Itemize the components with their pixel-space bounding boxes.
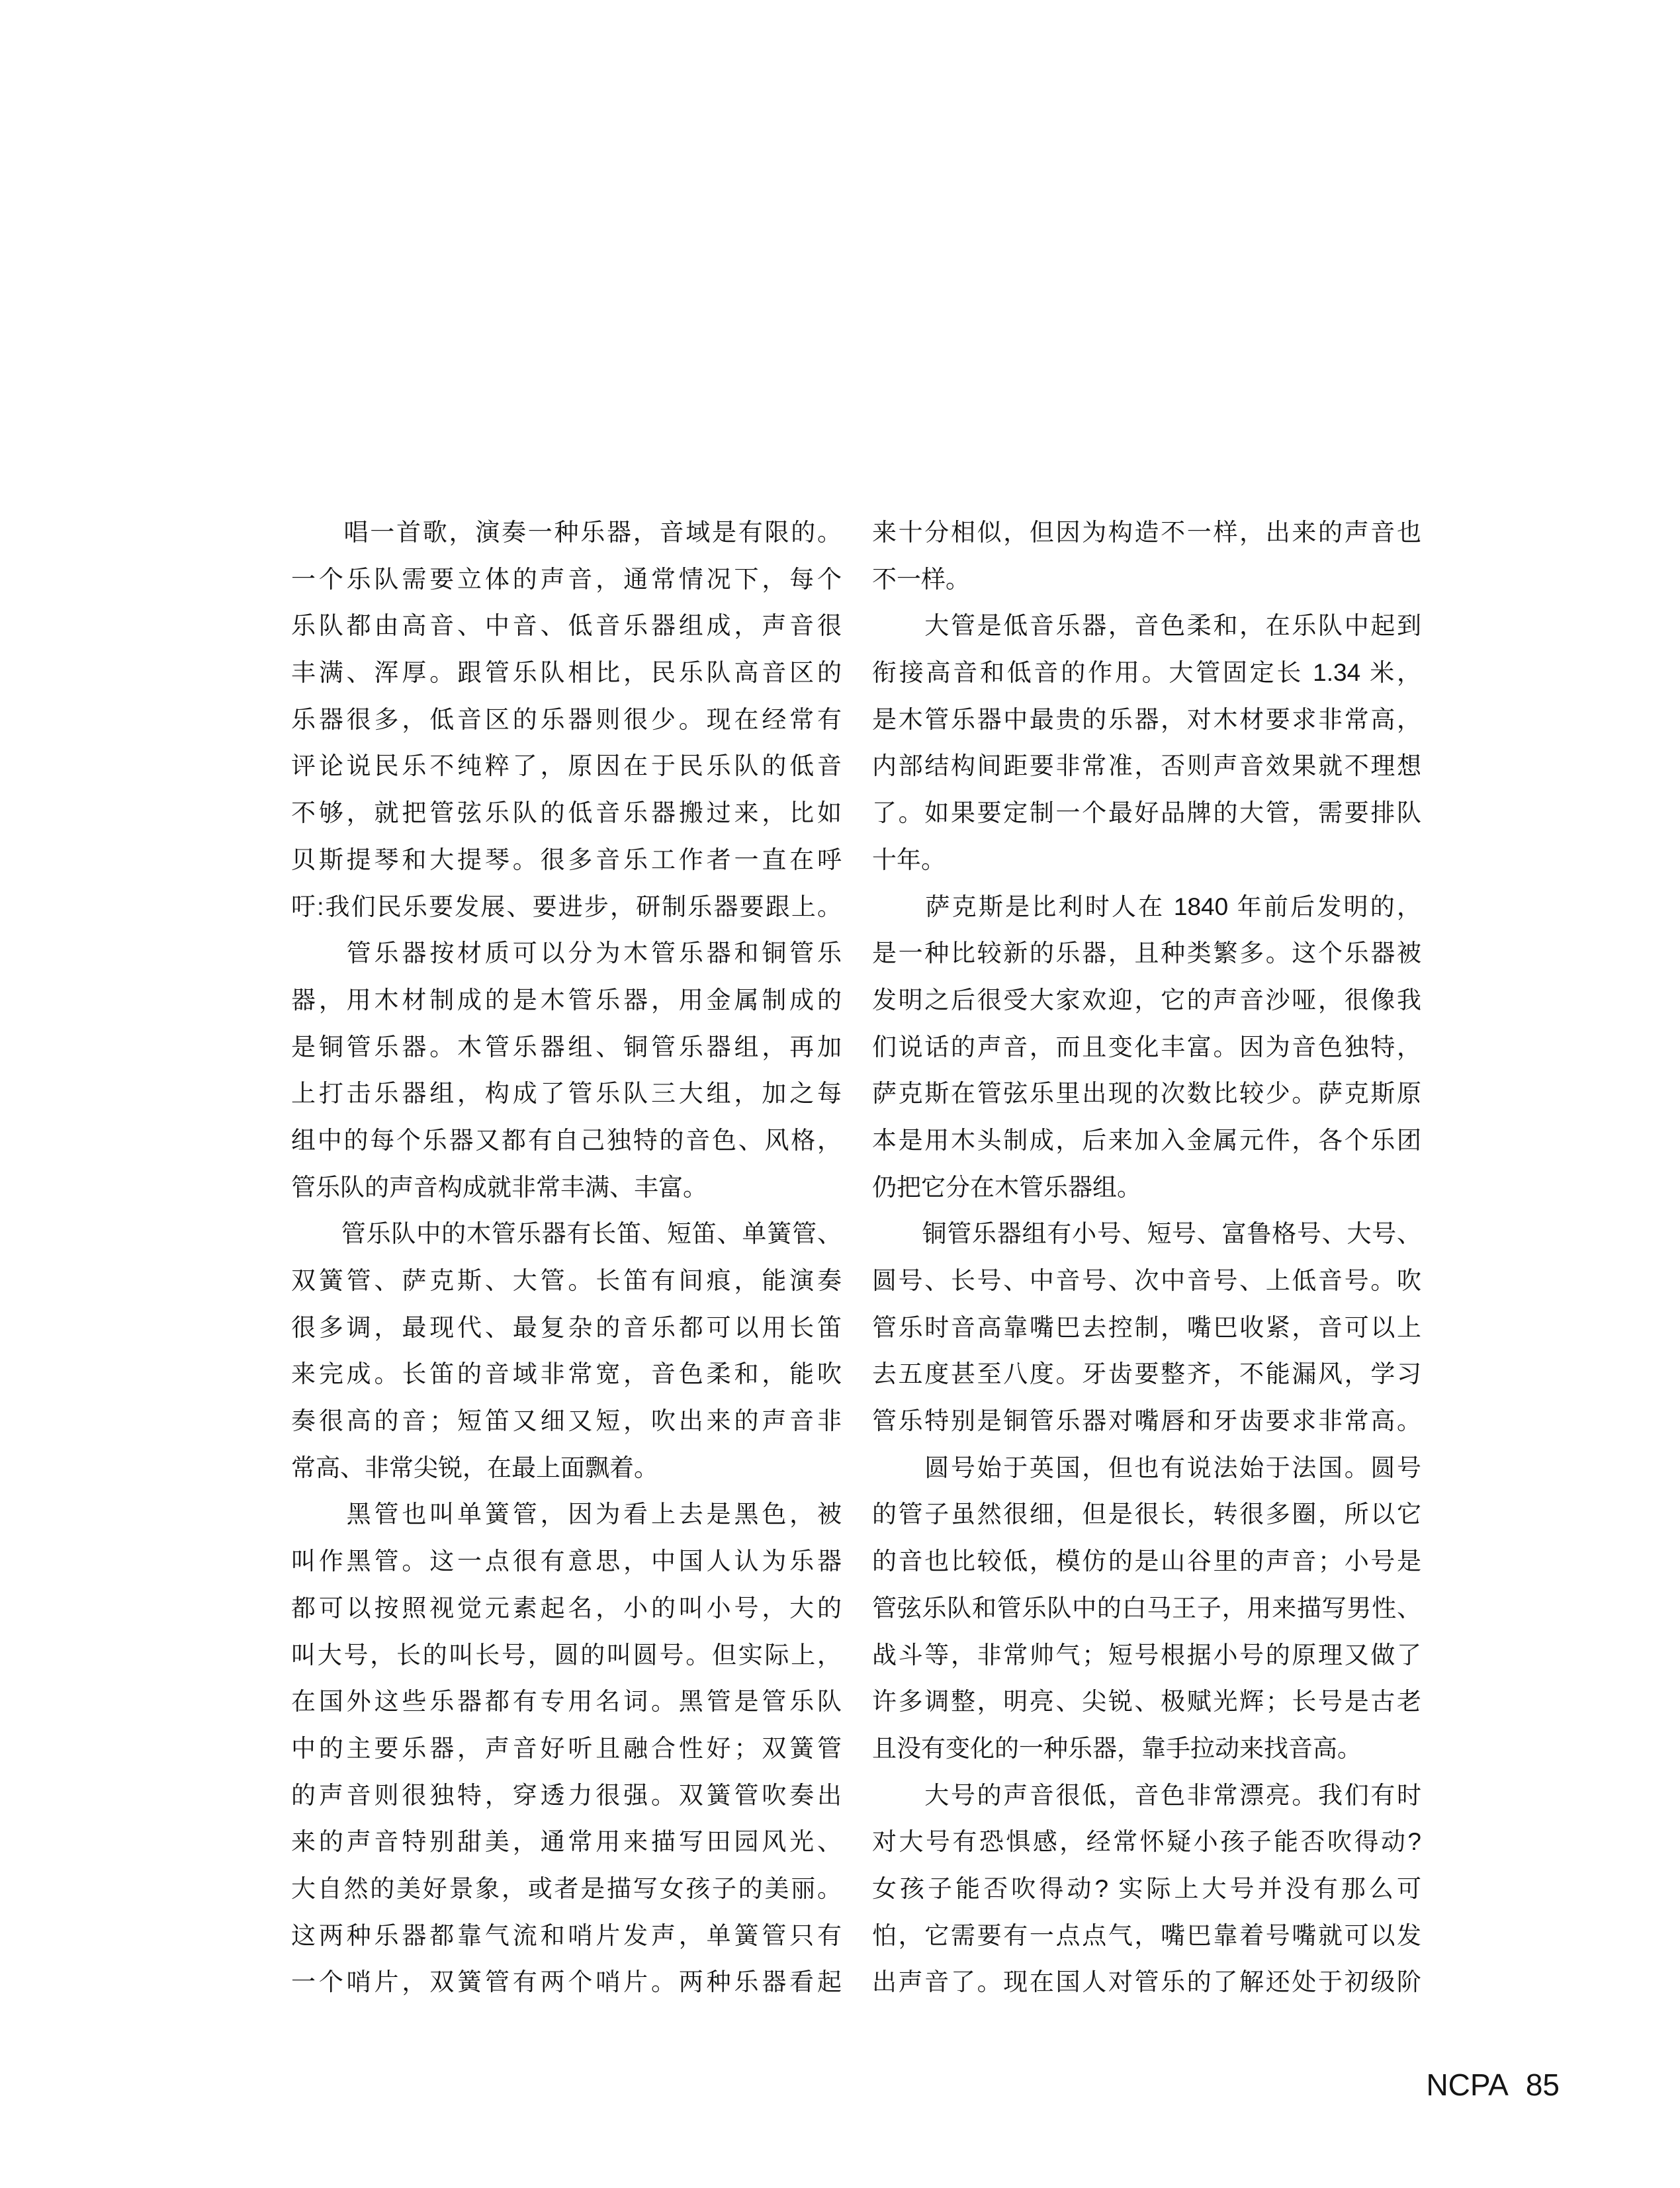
text-line: 这两种乐器都靠气流和哨片发声，单簧管只有 xyxy=(291,1921,842,1949)
text-line: 叫大号，长的叫长号，圆的叫圆号。但实际上， xyxy=(291,1641,842,1669)
text-line: 战斗等，非常帅气；短号根据小号的原理又做了 xyxy=(872,1641,1421,1669)
text-line: 双簧管、萨克斯、大管。长笛有间痕，能演奏 xyxy=(291,1267,842,1294)
text-line: 唱一首歌，演奏一种乐器，音域是有限的。 xyxy=(291,519,842,546)
text-line: 仍把它分在木管乐器组。 xyxy=(872,1173,1141,1201)
text-line: 对大号有恐惧感，经常怀疑小孩子能否吹得动? xyxy=(872,1828,1421,1856)
text-line: 管乐器按材质可以分为木管乐器和铜管乐 xyxy=(291,940,842,967)
text-line: 圆号、长号、中音号、次中音号、上低音号。吹 xyxy=(872,1267,1421,1294)
text-line: 黑管也叫单簧管，因为看上去是黑色，被 xyxy=(291,1501,842,1528)
text-line: 本是用木头制成，后来加入金属元件，各个乐团 xyxy=(872,1126,1421,1154)
text-line: 许多调整，明亮、尖锐、极赋光辉；长号是古老 xyxy=(872,1688,1421,1716)
text-line: 一个乐队需要立体的声音，通常情况下，每个 xyxy=(291,565,842,593)
text-line: 乐队都由高音、中音、低音乐器组成，声音很 xyxy=(291,612,842,640)
text-line: 管乐队中的木管乐器有长笛、短笛、单簧管、 xyxy=(291,1220,842,1248)
right-text-column xyxy=(872,509,1421,2006)
text-line: 萨克斯在管弦乐里出现的次数比较少。萨克斯原 xyxy=(872,1080,1421,1108)
text-line: 吁:我们民乐要发展、要进步，研制乐器要跟上。 xyxy=(291,893,842,920)
text-line: 都可以按照视觉元素起名，小的叫小号，大的 xyxy=(291,1594,842,1622)
text-line: 是一种比较新的乐器，且种类繁多。这个乐器被 xyxy=(872,940,1421,967)
text-line: 发明之后很受大家欢迎，它的声音沙哑，很像我 xyxy=(872,986,1421,1014)
text-line: 女孩子能否吹得动? 实际上大号并没有那么可 xyxy=(872,1874,1421,1902)
text-line: 不够，就把管弦乐队的低音乐器搬过来，比如 xyxy=(291,799,842,827)
text-line: 萨克斯是比利时人在 1840 年前后发明的， xyxy=(872,893,1421,920)
text-line: 奏很高的音；短笛又细又短，吹出来的声音非 xyxy=(291,1407,842,1435)
text-line: 很多调，最现代、最复杂的音乐都可以用长笛 xyxy=(291,1313,842,1341)
text-line: 内部结构间距要非常准，否则声音效果就不理想 xyxy=(872,752,1421,780)
text-line: 怕，它需要有一点点气，嘴巴靠着号嘴就可以发 xyxy=(872,1921,1421,1949)
text-line: 铜管乐器组有小号、短号、富鲁格号、大号、 xyxy=(872,1220,1421,1248)
page-number: 85 xyxy=(1525,2068,1560,2102)
text-line: 中的主要乐器，声音好听且融合性好；双簧管 xyxy=(291,1734,842,1762)
text-line: 来十分相似，但因为构造不一样，出来的声音也 xyxy=(872,519,1421,546)
text-line: 大号的声音很低，音色非常漂亮。我们有时 xyxy=(872,1781,1421,1809)
text-line: 管乐队的声音构成就非常丰满、丰富。 xyxy=(291,1173,707,1201)
text-line: 的音也比较低，模仿的是山谷里的声音；小号是 xyxy=(872,1548,1421,1575)
text-line: 来的声音特别甜美，通常用来描写田园风光、 xyxy=(291,1828,842,1856)
text-line: 十年。 xyxy=(872,846,946,873)
page-footer xyxy=(1426,2067,1560,2103)
text-line: 且没有变化的一种乐器，靠手拉动来找音高。 xyxy=(872,1734,1362,1762)
text-line: 乐器很多，低音区的乐器则很少。现在经常有 xyxy=(291,705,842,733)
text-line: 在国外这些乐器都有专用名词。黑管是管乐队 xyxy=(291,1688,842,1716)
text-line: 出声音了。现在国人对管乐的了解还处于初级阶 xyxy=(872,1968,1421,1996)
text-line: 们说话的声音，而且变化丰富。因为音色独特， xyxy=(872,1033,1421,1061)
text-line: 评论说民乐不纯粹了，原因在于民乐队的低音 xyxy=(291,752,842,780)
text-line: 的声音则很独特，穿透力很强。双簧管吹奏出 xyxy=(291,1781,842,1809)
text-line: 的管子虽然很细，但是很长，转很多圈，所以它 xyxy=(872,1501,1421,1528)
text-line: 管乐时音高靠嘴巴去控制，嘴巴收紧，音可以上 xyxy=(872,1313,1421,1341)
text-line: 是木管乐器中最贵的乐器，对木材要求非常高， xyxy=(872,705,1421,733)
text-line: 了。如果要定制一个最好品牌的大管，需要排队 xyxy=(872,799,1421,827)
text-line: 不一样。 xyxy=(872,565,970,593)
text-line: 一个哨片，双簧管有两个哨片。两种乐器看起 xyxy=(291,1968,842,1996)
text-line: 衔接高音和低音的作用。大管固定长 1.34 米， xyxy=(872,659,1421,687)
text-line: 管乐特别是铜管乐器对嘴唇和牙齿要求非常高。 xyxy=(872,1407,1421,1435)
text-line: 器，用木材制成的是木管乐器，用金属制成的 xyxy=(291,986,842,1014)
left-text-column xyxy=(291,509,842,2006)
text-line: 叫作黑管。这一点很有意思，中国人认为乐器 xyxy=(291,1548,842,1575)
text-line: 丰满、浑厚。跟管乐队相比，民乐队高音区的 xyxy=(291,659,842,687)
text-line: 管弦乐队和管乐队中的白马王子，用来描写男性、 xyxy=(872,1594,1421,1622)
text-line: 去五度甚至八度。牙齿要整齐，不能漏风，学习 xyxy=(872,1360,1421,1388)
text-line: 组中的每个乐器又都有自己独特的音色、风格， xyxy=(291,1126,842,1154)
text-line: 大自然的美好景象，或者是描写女孩子的美丽。 xyxy=(291,1874,842,1902)
text-line: 大管是低音乐器，音色柔和，在乐队中起到 xyxy=(872,612,1421,640)
text-line: 上打击乐器组，构成了管乐队三大组，加之每 xyxy=(291,1080,842,1108)
journal-name: NCPA xyxy=(1426,2068,1509,2102)
text-line: 圆号始于英国，但也有说法始于法国。圆号 xyxy=(872,1454,1421,1481)
text-line: 是铜管乐器。木管乐器组、铜管乐器组，再加 xyxy=(291,1033,842,1061)
text-line: 来完成。长笛的音域非常宽，音色柔和，能吹 xyxy=(291,1360,842,1388)
text-line: 贝斯提琴和大提琴。很多音乐工作者一直在呼 xyxy=(291,846,842,873)
text-line: 常高、非常尖锐，在最上面飘着。 xyxy=(291,1454,658,1481)
